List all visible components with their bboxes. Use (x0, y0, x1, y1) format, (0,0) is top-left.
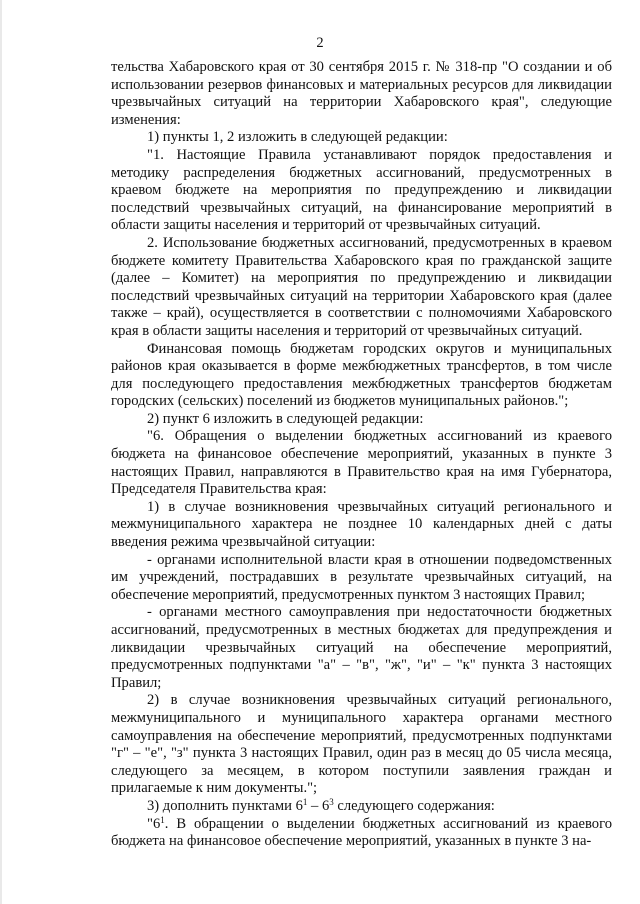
paragraph-rule-6-1 (111, 816, 612, 851)
paragraph-item-3 (111, 798, 612, 816)
paragraph-subitem-1: 1) в случае возникновения чрезвычайных ситуаций регионального и межмуниципального характера не позднее 10 календарных дней с даты введения режима чрезвычайной ситуации: (111, 498, 612, 551)
paragraph-rule-6: "6. Обращения о выделении бюджетных ассигнований из краевого бюджета на финансовое обеспечение мероприятий, указанных в пункте 3 настоящих Правил, направляются в Правительство края на имя Губернатора, Председателя Правительства края: (111, 428, 612, 498)
paragraph-local-government: - органами местного самоуправления при недостаточности бюджетных ассигнований, предусмотренных в местных бюджетах для предупреждения и ликвидации чрезвычайных ситуаций на обеспечение мероприятий, предусмотренных подпунктами "а" – "в", "ж", "и" – "к" пункта 3 настоящих Правил; (111, 604, 612, 691)
item-3-superscript-1: 1 (302, 796, 308, 807)
paragraph-rule-2: 2. Использование бюджетных ассигнований, предусмотренных в краевом бюджете комитету Правительства Хабаровского края по гражданской защите (далее – Комитет) на мероприятия по предупреждению и ликвидации последствий чрезвычайных ситуаций на территории Хабаровского края (далее также – край), осуществляется в соответствии с полномочиями Хабаровского края в области защиты населения и территорий от чрезвычайных ситуаций. (111, 234, 612, 339)
item-3-superscript-3: 3 (329, 796, 334, 807)
paragraph-financial-aid: Финансовая помощь бюджетам городских округов и муниципальных районов края оказывается в форме межбюджетных трансфертов, в том числе для последующего предоставления межбюджетных трансфертов бюджетам городских (сельских) поселений из бюджетов муниципальных районов."; (111, 340, 612, 410)
item-3-text-end: следующего содержания: (333, 797, 495, 814)
paragraph-rule-1: "1. Настоящие Правила устанавливают порядок предоставления и методику распределения бюджетных ассигнований, предусмотренных в краевом бюджете на мероприятия по предупреждению и ликвидации последствий чрезвычайных ситуаций, на финансирование мероприятий в области защиты населения и территорий от чрезвычайных ситуаций. (111, 146, 612, 234)
paragraph-subitem-2: 2) в случае возникновения чрезвычайных ситуаций регионального, межмуниципального и муниципального характера органами местного самоуправления на обеспечение мероприятий, предусмотренных подпунктами "г" – "е", "з" пункта 3 настоящих Правил, один раз в месяц до 05 числа месяца, следующего за месяцем, в котором поступили заявления граждан и прилагаемые к ним документы."; (111, 692, 612, 797)
scan-edge (0, 0, 2, 904)
paragraph-intro: тельства Хабаровского края от 30 сентября 2015 г. № 318-пр "О создании и об использовании резервов финансовых и материальных ресурсов для ликвидации чрезвычайных ситуаций на территории Хабаровского края", следующие изменения: (111, 59, 612, 128)
item-3-text-start: 3) дополнить пунктами 6 (147, 797, 303, 814)
page-number: 2 (316, 35, 324, 51)
rule-6-1-superscript: 1 (160, 814, 165, 825)
rule-6-1-text-start: "6 (147, 815, 161, 832)
document-body (111, 59, 612, 851)
paragraph-executive-bodies: - органами исполнительной власти края в отношении подведомственных им учреждений, пострадавших в результате чрезвычайных ситуаций, на обеспечение мероприятий, предусмотренных пунктом 3 настоящих Правил; (111, 551, 612, 603)
paragraph-item-1: 1) пункты 1, 2 изложить в следующей редакции: (147, 129, 448, 146)
paragraph-item-2: 2) пункт 6 изложить в следующей редакции: (147, 410, 424, 427)
item-3-text-middle: – 6 (307, 797, 330, 814)
rule-6-1-text-end: . В обращении о выделении бюджетных ассигнований из краевого бюджета на финансовое обеспечение мероприятий, указанных в пункте 3 на- (111, 815, 612, 850)
